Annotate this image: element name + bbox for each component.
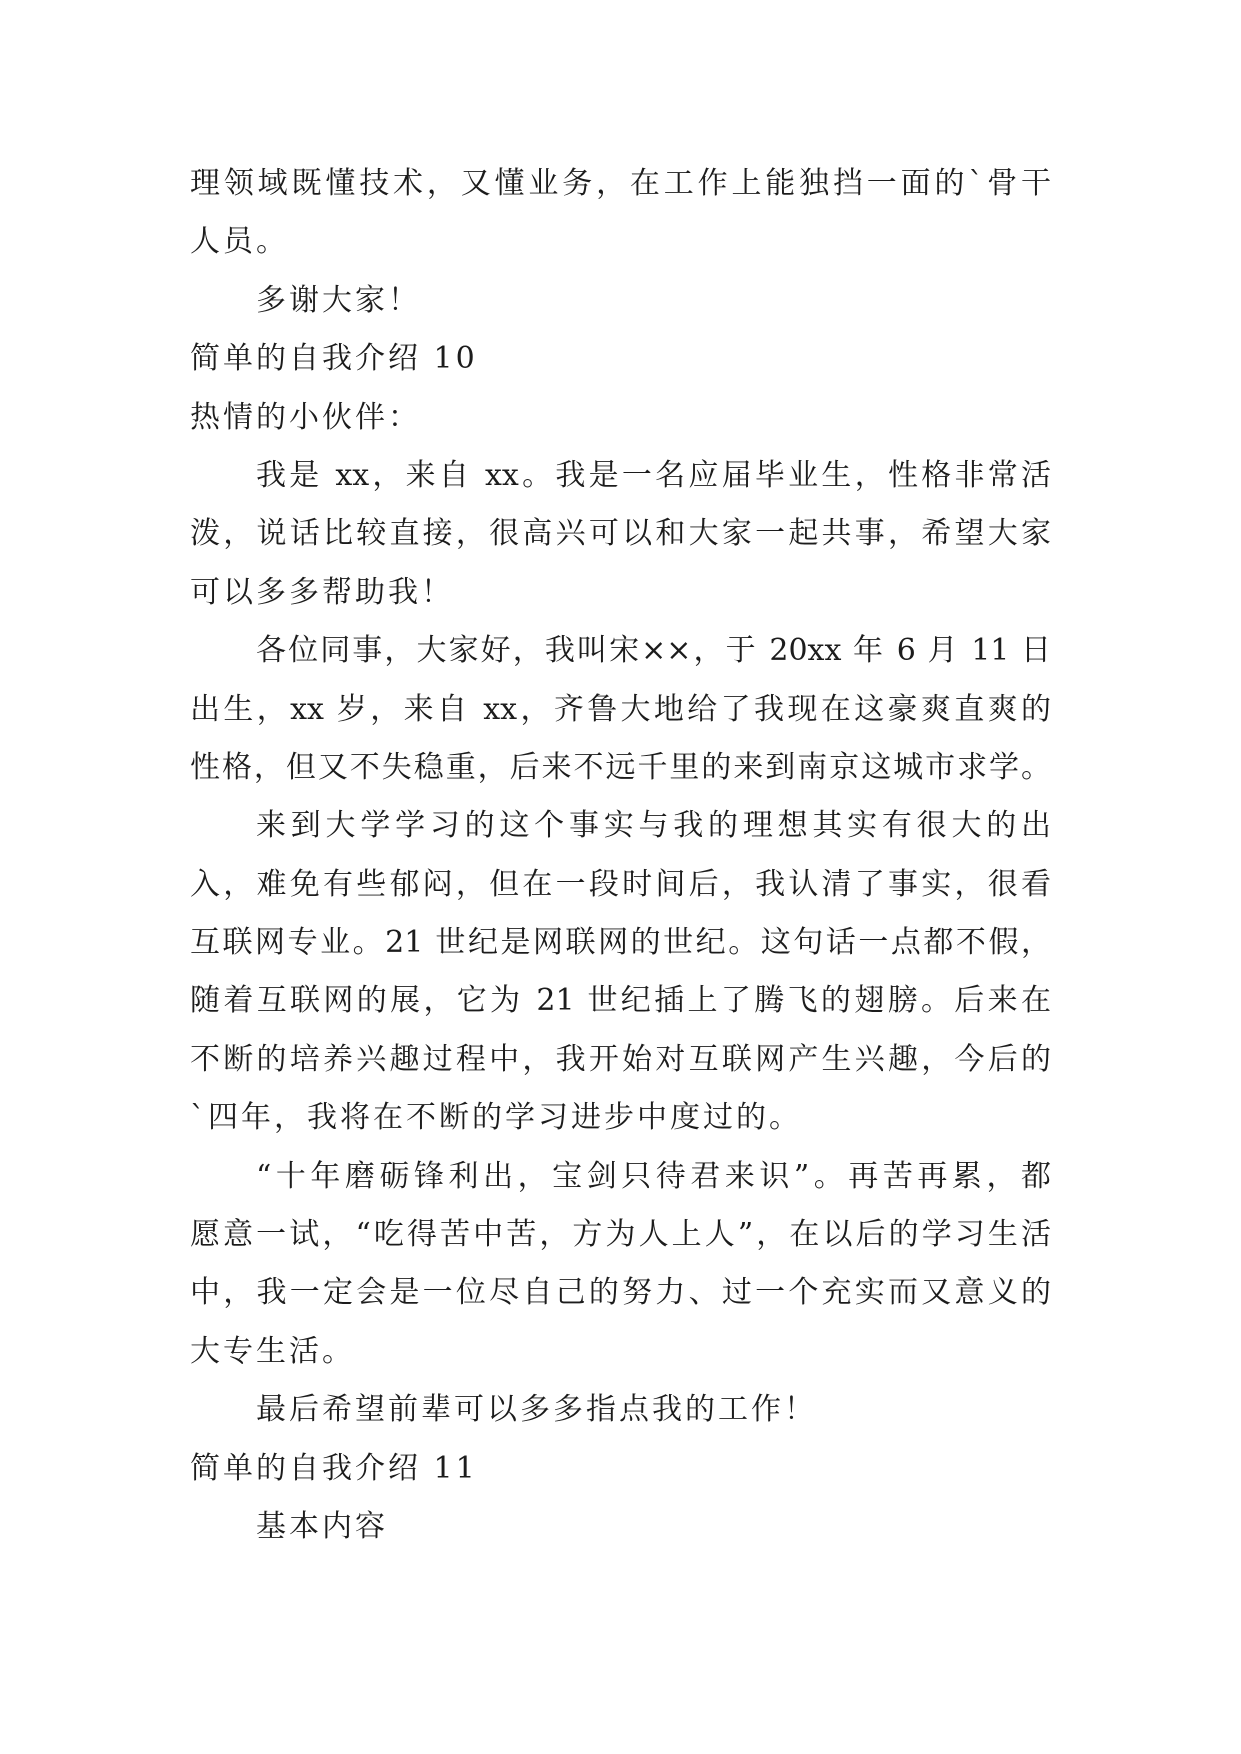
greeting-line: 热情的小伙伴： xyxy=(190,399,421,435)
document-page xyxy=(190,155,1051,1556)
paragraph-line: 性格，但又不失稳重，后来不远千里的来到南京这城市求学。 xyxy=(190,749,1051,785)
paragraph-line: 可以多多帮助我！ xyxy=(190,574,454,610)
paragraph-line: 大专生活。 xyxy=(190,1333,355,1369)
thanks-line: 多谢大家！ xyxy=(256,282,421,318)
paragraph-line: 最后希望前辈可以多多指点我的工作！ xyxy=(256,1392,817,1428)
paragraph-line: 互联网专业。21 世纪是网联网的世纪。这句话一点都不假， xyxy=(190,925,1051,961)
paragraph-line: 不断的培养兴趣过程中，我开始对互联网产生兴趣，今后的 xyxy=(190,1041,1051,1077)
paragraph-line: 中，我一定会是一位尽自己的努力、过一个充实而又意义的 xyxy=(190,1275,1051,1311)
paragraph-line: 随着互联网的展，它为 21 世纪插上了腾飞的翅膀。后来在 xyxy=(190,983,1051,1019)
paragraph-line: 理领域既懂技术，又懂业务，在工作上能独挡一面的`骨干 xyxy=(190,166,1051,201)
paragraph-line: 愿意一试，“吃得苦中苦，方为人上人”，在以后的学习生活 xyxy=(190,1217,1051,1253)
section-heading-11: 简单的自我介绍 11 xyxy=(190,1450,478,1486)
paragraph-line: 入，难免有些郁闷，但在一段时间后，我认清了事实，很看 xyxy=(190,866,1051,902)
paragraph-line: 出生，xx 岁，来自 xx，齐鲁大地给了我现在这豪爽直爽的 xyxy=(190,691,1051,727)
paragraph-line: 泼，说话比较直接，很高兴可以和大家一起共事，希望大家 xyxy=(190,516,1051,552)
paragraph-line: 来到大学学习的这个事实与我的理想其实有很大的出 xyxy=(256,808,1051,844)
paragraph-line: 我是 xx，来自 xx。我是一名应届毕业生，性格非常活 xyxy=(256,457,1051,493)
paragraph-line: “十年磨砺锋利出，宝剑只待君来识”。再苦再累，都 xyxy=(256,1158,1051,1194)
paragraph-line: 各位同事，大家好，我叫宋××，于 20xx 年 6 月 11 日 xyxy=(256,633,1051,669)
section-heading-10: 简单的自我介绍 10 xyxy=(190,341,478,377)
paragraph-line: 人员。 xyxy=(190,224,289,260)
paragraph-line: `四年，我将在不断的学习进步中度过的。 xyxy=(190,1100,802,1136)
subheading-basic-content: 基本内容 xyxy=(256,1508,388,1544)
